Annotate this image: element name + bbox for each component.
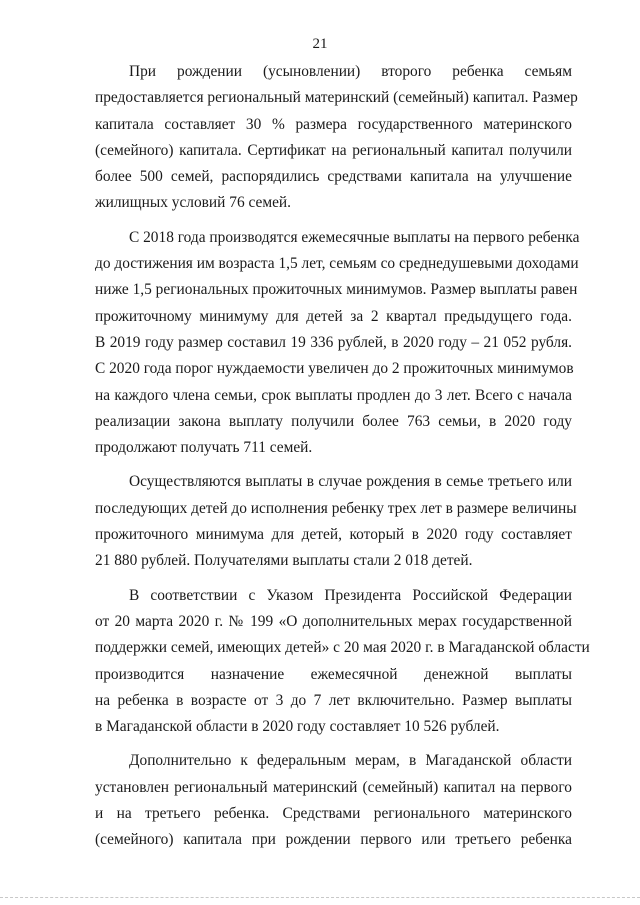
paragraph-third-child-payments [95,469,577,574]
text-line: в Магаданской области в 2020 году составляет 10 526 рублей. [95,718,500,736]
text-line: капитала составляет 30 % размера государственного материнского [95,115,572,133]
text-line: 21 880 рублей. Получателями выплаты стали 2 018 детей. [95,552,473,570]
text-line: (семейного) капитала при рождении первого или третьего ребенка [95,831,572,849]
text-line: В 2019 году размер составил 19 336 рублей, в 2020 году – 21 052 рубля. [95,333,572,351]
text-line: на каждого члена семьи, срок выплаты продлен до 3 лет. Всего с начала [95,386,572,404]
text-line: В соответствии с Указом Президента Российской Федерации [129,586,572,604]
text-line: прожиточному минимуму для детей за 2 квартал предыдущего года. [95,307,572,325]
paragraph-regional-capital-first-third-child [95,748,572,853]
text-line: жилищных условий 76 семей. [95,194,291,212]
text-line: Дополнительно к федеральным мерам, в Магаданской области [129,752,572,770]
document-body [95,59,590,862]
text-line: производится назначение ежемесячной денежной выплаты [95,665,572,683]
text-line: Осуществляются выплаты в случае рождения в семье третьего или [129,473,572,491]
text-line: поддержки семей, имеющих детей» с 20 мая 2020 г. в Магаданской области [95,639,590,657]
text-line: С 2018 года производятся ежемесячные выплаты на первого ребенка [129,228,580,246]
text-line: При рождении (усыновлении) второго ребенка семьям [129,63,572,80]
text-line: (семейного) капитала. Сертификат на региональный капитал получили [95,141,572,159]
text-line: С 2020 года порог нуждаемости увеличен до 2 прожиточных минимумов [95,360,574,378]
text-line: предоставляется региональный материнский (семейный) капитал. Размер [95,89,578,107]
text-line: до достижения им возраста 1,5 лет, семьям со среднедушевыми доходами [95,255,579,273]
paragraph-maternity-capital-second-child [95,59,578,217]
paragraph-presidential-decree [95,583,590,741]
text-line: от 20 марта 2020 г. № 199 «О дополнительных мерах государственной [95,612,572,630]
text-line: реализации закона выплату получили более 763 семьи, в 2020 году [95,412,572,430]
page-number: 21 [312,36,328,52]
text-line: установлен региональный материнский (семейный) капитал на первого [95,778,572,796]
text-line: последующих детей до исполнения ребенку трех лет в размере величины [95,499,577,517]
text-line: продолжают получать 711 семей. [95,439,313,457]
text-line: более 500 семей, распорядились средствами капитала на улучшение [95,168,572,186]
paragraph-monthly-payments-first-child [95,225,580,462]
text-line: ниже 1,5 региональных прожиточных минимумов. Размер выплаты равен [95,281,578,299]
text-line: и на третьего ребенка. Средствами регионального материнского [95,805,572,823]
text-line: прожиточного минимума для детей, который в 2020 году составляет [95,526,572,544]
scan-edge-divider [0,897,640,898]
text-line: на ребенка в возрасте от 3 до 7 лет включительно. Размер выплаты [95,691,572,709]
